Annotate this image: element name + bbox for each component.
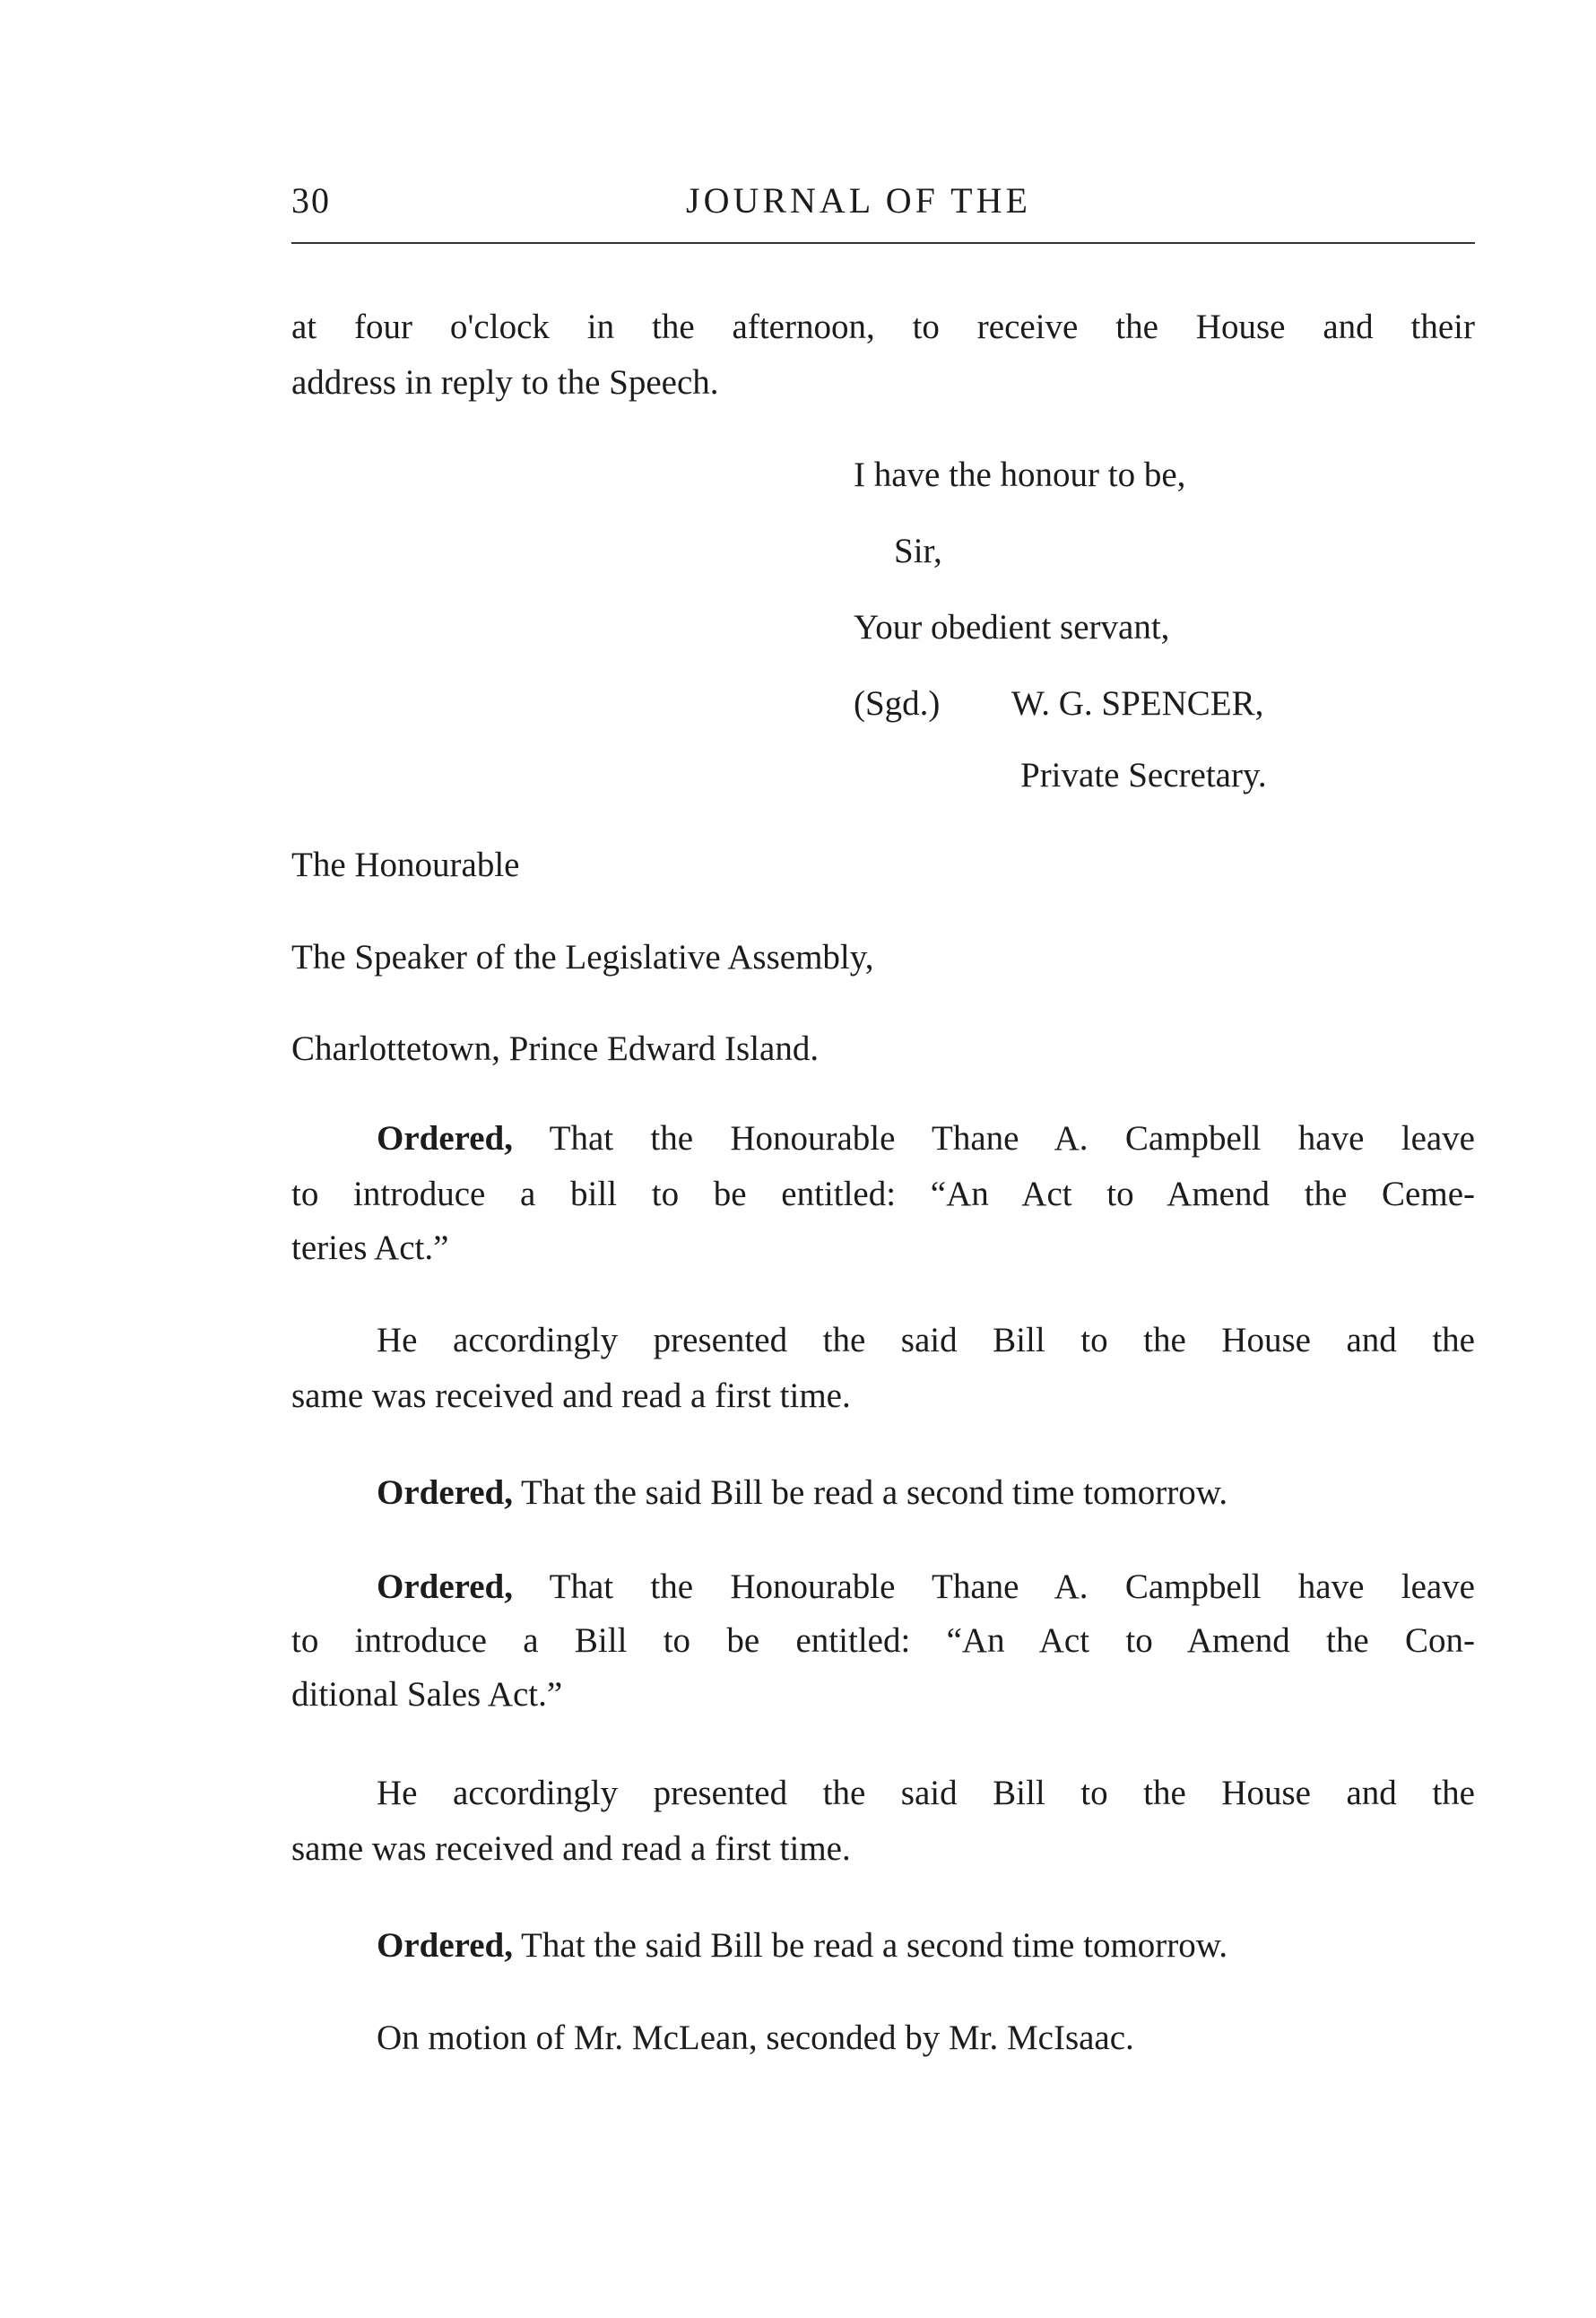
- presented-line: same was received and read a first time.: [291, 1829, 851, 1868]
- closing-salutation: Sir,: [894, 532, 942, 570]
- signature-sgd: (Sgd.): [854, 684, 941, 723]
- order-text: That the said Bill be read a second time tomorrow.: [513, 1926, 1228, 1965]
- motion-line: On motion of Mr. McLean, seconded by Mr. McIsaac.: [377, 2018, 1134, 2057]
- order-first-line: [377, 1569, 1475, 1604]
- presented-line: He accordingly presented the said Bill to the House and the: [377, 1774, 1475, 1812]
- addressee-line: Charlottetown, Prince Edward Island.: [291, 1029, 820, 1068]
- page-header: [291, 179, 1475, 233]
- closing-line: Your obedient servant,: [854, 608, 1170, 647]
- presented-line: same was received and read a first time.: [291, 1376, 851, 1415]
- order-text: That the said Bill be read a second time tomorrow.: [513, 1473, 1228, 1512]
- order-text: That the Honourable Thane A. Campbell have leave: [513, 1119, 1475, 1158]
- order-text-line: to introduce a bill to be entitled: “An Act to Amend the Ceme-: [291, 1175, 1475, 1213]
- signatory-title: Private Secretary.: [1020, 756, 1267, 794]
- ordered-label: Ordered,: [377, 1567, 514, 1606]
- closing-line: I have the honour to be,: [854, 456, 1186, 494]
- addressee-line: The Honourable: [291, 846, 520, 884]
- addressee-line: The Speaker of the Legislative Assembly,: [291, 938, 874, 977]
- order-text-line: ditional Sales Act.”: [291, 1675, 563, 1714]
- order-first-line: [377, 1475, 1227, 1510]
- order-first-line: [377, 1928, 1227, 1963]
- ordered-label: Ordered,: [377, 1119, 514, 1158]
- order-first-line: [377, 1121, 1475, 1156]
- signatory-name: W. G. SPENCER,: [1011, 684, 1264, 723]
- order-text-line: to introduce a Bill to be entitled: “An Act to Amend the Con-: [291, 1621, 1475, 1660]
- running-head: JOURNAL OF THE: [686, 180, 1031, 221]
- page-number: 30: [291, 180, 331, 221]
- order-text: That the Honourable Thane A. Campbell have leave: [513, 1567, 1475, 1606]
- presented-line: He accordingly presented the said Bill to the House and the: [377, 1321, 1475, 1359]
- ordered-label: Ordered,: [377, 1473, 514, 1512]
- letter-continuation-line: address in reply to the Speech.: [291, 363, 719, 402]
- letter-continuation-line: at four o'clock in the afternoon, to receive the House and their: [291, 308, 1475, 346]
- ordered-label: Ordered,: [377, 1926, 514, 1965]
- header-rule: [291, 242, 1475, 244]
- order-text-line: teries Act.”: [291, 1228, 449, 1267]
